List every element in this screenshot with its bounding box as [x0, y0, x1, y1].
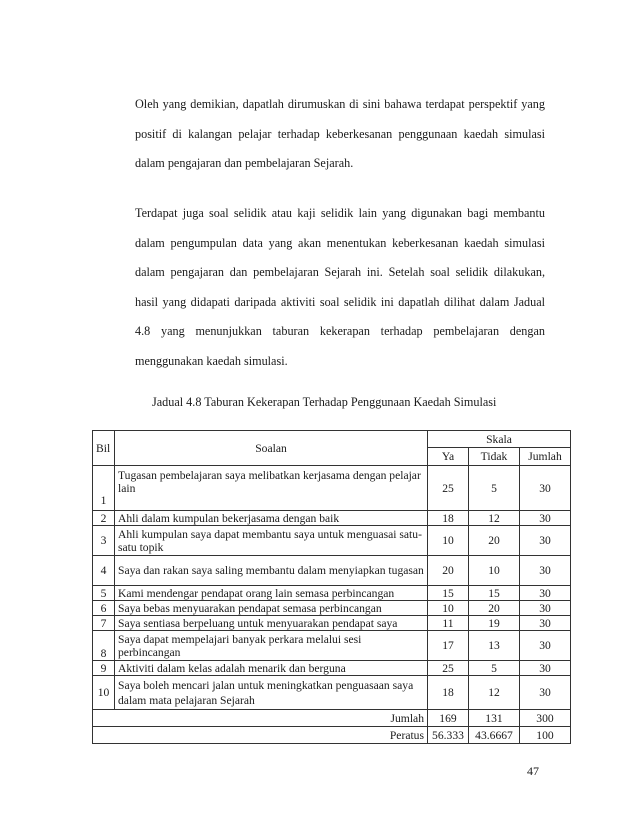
row-bil: 7 [93, 616, 115, 631]
percent-label: Peratus [93, 727, 428, 744]
row-jumlah: 30 [520, 676, 571, 710]
percent-ya: 56.333 [428, 727, 469, 744]
table-row [93, 601, 571, 616]
header-soalan: Soalan [115, 431, 428, 466]
row-bil: 10 [93, 676, 115, 710]
row-question: Saya dan rakan saya saling membantu dalam menyiapkan tugasan [115, 556, 428, 586]
table-row [93, 511, 571, 526]
row-bil: 4 [93, 556, 115, 586]
row-jumlah: 30 [520, 631, 571, 661]
totals-jumlah: 300 [520, 710, 571, 727]
row-tidak: 12 [469, 511, 520, 526]
row-question: Ahli dalam kumpulan bekerjasama dengan baik [115, 511, 428, 526]
row-tidak: 20 [469, 601, 520, 616]
row-question: Aktiviti dalam kelas adalah menarik dan berguna [115, 661, 428, 676]
row-question: Kami mendengar pendapat orang lain semasa perbincangan [115, 586, 428, 601]
table-row [93, 631, 571, 661]
row-jumlah: 30 [520, 661, 571, 676]
row-jumlah: 30 [520, 601, 571, 616]
percent-row [93, 727, 571, 744]
header-jumlah: Jumlah [520, 448, 571, 466]
totals-tidak: 131 [469, 710, 520, 727]
row-jumlah: 30 [520, 466, 571, 511]
row-tidak: 20 [469, 526, 520, 556]
row-bil: 2 [93, 511, 115, 526]
table-row [93, 616, 571, 631]
header-bil: Bil [93, 431, 115, 466]
table-row [93, 526, 571, 556]
table-row [93, 661, 571, 676]
row-ya: 25 [428, 661, 469, 676]
percent-tidak: 43.6667 [469, 727, 520, 744]
row-ya: 18 [428, 511, 469, 526]
totals-label: Jumlah [93, 710, 428, 727]
table-row [93, 586, 571, 601]
row-tidak: 10 [469, 556, 520, 586]
row-tidak: 5 [469, 466, 520, 511]
row-ya: 15 [428, 586, 469, 601]
row-jumlah: 30 [520, 511, 571, 526]
row-jumlah: 30 [520, 526, 571, 556]
table-row [93, 556, 571, 586]
header-tidak: Tidak [469, 448, 520, 466]
row-bil: 9 [93, 661, 115, 676]
totals-ya: 169 [428, 710, 469, 727]
row-tidak: 15 [469, 586, 520, 601]
row-jumlah: 30 [520, 556, 571, 586]
row-question: Saya bebas menyuarakan pendapat semasa perbincangan [115, 601, 428, 616]
row-question: Saya boleh mencari jalan untuk meningkatkan penguasaan saya dalam mata pelajaran Sejarah [115, 676, 428, 710]
header-ya: Ya [428, 448, 469, 466]
row-question: Tugasan pembelajaran saya melibatkan kerjasama dengan pelajar lain [115, 466, 428, 511]
row-bil: 1 [93, 466, 115, 511]
row-bil: 8 [93, 631, 115, 661]
table-caption: Jadual 4.8 Taburan Kekerapan Terhadap Penggunaan Kaedah Simulasi [152, 395, 497, 409]
percent-jumlah: 100 [520, 727, 571, 744]
row-question: Saya dapat mempelajari banyak perkara melalui sesi perbincangan [115, 631, 428, 661]
frequency-table [92, 430, 571, 744]
row-tidak: 12 [469, 676, 520, 710]
row-ya: 18 [428, 676, 469, 710]
row-tidak: 19 [469, 616, 520, 631]
row-ya: 25 [428, 466, 469, 511]
row-ya: 10 [428, 526, 469, 556]
row-jumlah: 30 [520, 616, 571, 631]
row-question: Saya sentiasa berpeluang untuk menyuarakan pendapat saya [115, 616, 428, 631]
row-question: Ahli kumpulan saya dapat membantu saya untuk menguasai satu-satu topik [115, 526, 428, 556]
row-bil: 6 [93, 601, 115, 616]
table-row [93, 676, 571, 710]
row-ya: 17 [428, 631, 469, 661]
header-skala: Skala [428, 431, 571, 448]
row-jumlah: 30 [520, 586, 571, 601]
row-bil: 5 [93, 586, 115, 601]
row-ya: 20 [428, 556, 469, 586]
row-bil: 3 [93, 526, 115, 556]
page-number: 47 [527, 764, 539, 778]
row-ya: 11 [428, 616, 469, 631]
row-tidak: 13 [469, 631, 520, 661]
row-tidak: 5 [469, 661, 520, 676]
paragraph-conclusion: Oleh yang demikian, dapatlah dirumuskan di sini bahawa terdapat perspektif yang positif di kalangan pelajar terhadap keberkesanan penggunaan kaedah simulasi dalam pengajaran dan pembelajaran Sejarah. [135, 97, 545, 170]
table-row [93, 466, 571, 511]
paragraph-survey: Terdapat juga soal selidik atau kaji selidik lain yang digunakan bagi membantu dalam pengumpulan data yang akan menentukan keberkesanan kaedah simulasi dalam pengajaran dan pembelajaran Sejarah ini. Setelah soal selidik dilakukan, hasil yang didapati daripada aktiviti soal selidik ini dapatlah dilihat dalam Jadual 4.8 yang menunjukkan taburan kekerapan terhadap pembelajaran dengan menggunakan kaedah simulasi. [135, 206, 545, 368]
row-ya: 10 [428, 601, 469, 616]
totals-row [93, 710, 571, 727]
